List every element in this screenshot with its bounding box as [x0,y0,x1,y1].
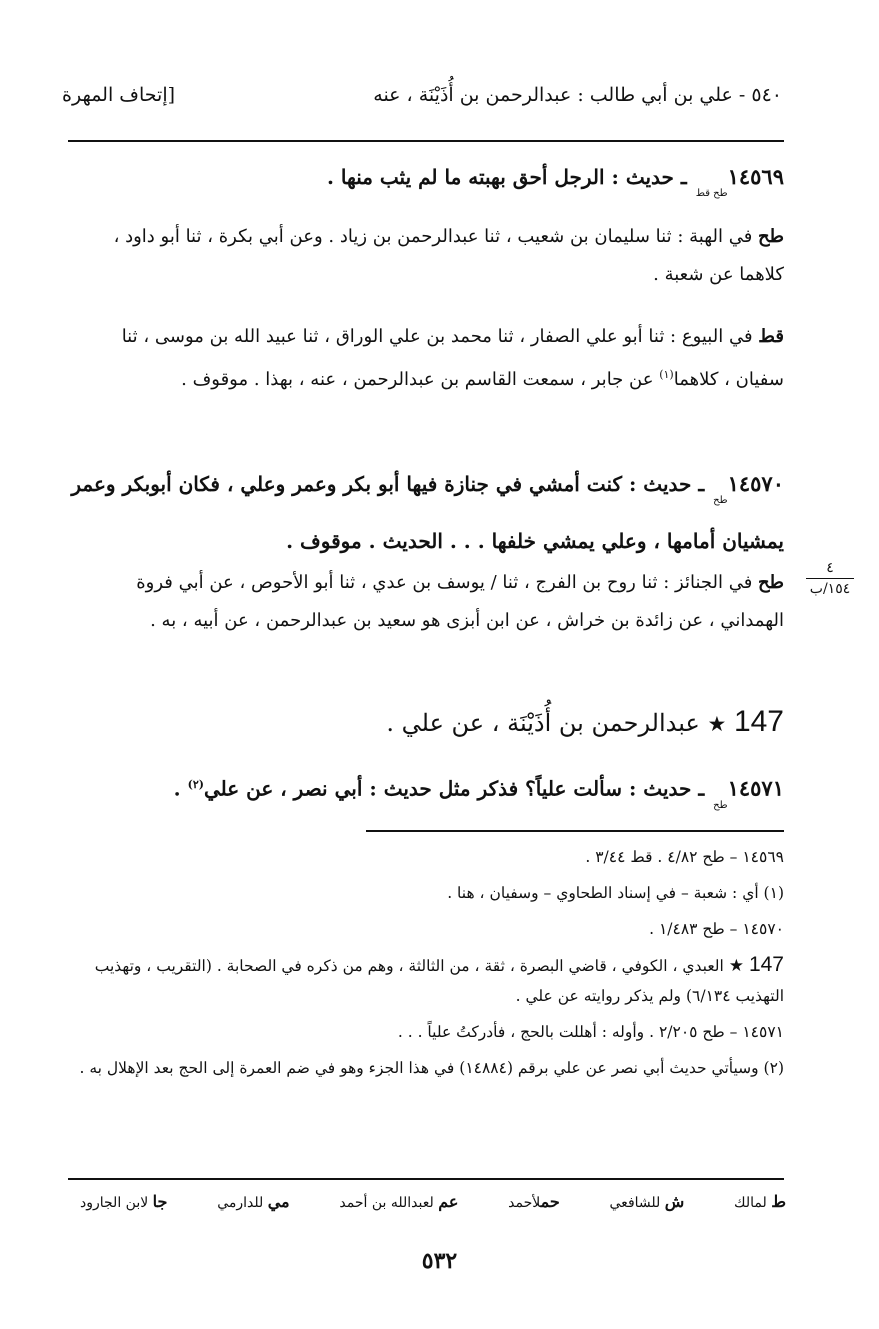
source-tag: قط [758,326,784,347]
footnote-2: (٢) وسيأتي حديث أبي نصر عن علي برقم (١٤٨٨٤) في هذا الجزء وهو في ضم العمرة إلى الحج بعد الإهلال به . [79,1059,784,1077]
page-number: ٥٣٢ [421,1248,458,1274]
footnote-text: العبدي ، الكوفي ، قاضي البصرة ، ثقة ، من الثالثة ، وهم من ذكره في الصحابة . (التقريب ، وتهذيب التهذيب ٦/١٣٤) ولم يذكر روايته عن علي . [94,957,784,1005]
header-book-title: [إتحاف المهرة [62,84,176,106]
hadith-text: ـ حديث : سألت علياً؟ فذكر مثل حديث : أبي نصر ، عن علي [203,776,705,801]
chain-text: في الجنائز : ثنا روح بن الفرج ، ثنا / يوسف بن عدي ، ثنا أبو الأحوص ، عن أبي فروة الهمداني ، عن زائدة بن خراش ، عن ابن أبزى هو سعيد بن عبدالرحمن ، عن أبيه ، به . [136,572,784,631]
chain-tah-14569 [68,218,784,294]
chain-tah-14570 [68,564,784,640]
source-tag: طح [758,226,784,247]
legend-item: ط لمالك [734,1192,786,1211]
footnote-1: (١) أي : شعبة – في إسناد الطحاوي – وسفيان ، هنا . [447,884,784,902]
folio-bottom: ١٥٤/ب [809,581,851,597]
section-heading-147 [68,700,784,746]
hadith-number: ١٤٥٧١ [727,775,784,801]
star-icon: ★ [728,956,745,976]
running-header [62,84,782,120]
header-rule [68,140,784,142]
header-chapter-title: ٥٤٠ - علي بن أبي طالب : عبدالرحمن بن أُذَيْنَة ، عنه [373,84,782,106]
legend-item: جا لابن الجارود [80,1192,168,1211]
footnote-ref: (٢) [187,778,204,791]
hadith-14569 [68,158,784,213]
legend-item: حملأحمد [508,1192,560,1211]
legend-item: مي للدارمي [217,1192,290,1211]
legend-item: عم لعبدالله بن أحمد [339,1192,459,1211]
hadith-text: ـ حديث : كنت أمشي في جنازة فيها أبو بكر وعمر وعلي ، فكان أبوبكر وعمر يمشيان أمامها ، وعلي يمشي خلفها . . . الحديث . موقوف . [71,472,784,553]
section-title: عبدالرحمن بن أُذَيْنَة ، عن علي . [386,709,700,737]
hadith-number: ١٤٥٦٩ [727,164,784,189]
star-icon: ★ [707,712,727,736]
hadith-end: . [173,776,188,801]
footnotes [74,842,784,1089]
chain-text-continued: عن جابر ، سمعت القاسم بن عبدالرحمن ، عنه ، بهذا . موقوف . [181,369,660,390]
legend-item: ش للشافعي [609,1192,685,1211]
footnote-ref: (١) [659,368,674,381]
folio-bar [806,578,854,579]
chain-text: في البيوع : ثنا أبو علي الصفار ، ثنا محمد بن علي الوراق ، ثنا عبيد الله بن موسى ، ثنا سفيان ، كلاهما [121,326,784,390]
footnote-147 [74,950,784,1011]
hadith-text: ـ حديث : الرجل أحق بهبته ما لم يثب منها . [326,165,687,189]
folio-top: ٤ [826,560,834,576]
footnote-separator [366,830,784,832]
footnote-14569: ١٤٥٦٩ – طح ٤/٨٢ . قط ٣/٤٤ . [585,848,784,866]
manuscript-folio-note [806,560,854,597]
chain-qut-14569 [68,318,784,399]
hadith-14571 [68,766,784,825]
section-number: 147 [733,705,784,738]
footnote-14571: ١٤٥٧١ – طح ٢/٢٠٥ . وأوله : أهللت بالحج ، فأدركتُ علياً . . . [397,1023,784,1041]
hadith-sigla: طح [713,799,728,811]
source-tag: طح [758,572,784,593]
footnote-14570: ١٤٥٧٠ – طح ١/٤٨٣ . [649,920,784,938]
hadith-sigla: طح قط [695,188,728,199]
legend-rule [68,1178,784,1180]
footnote-number: 147 [748,953,784,976]
hadith-14570 [68,464,784,561]
hadith-sigla: طح [713,495,728,506]
abbreviation-legend [80,1192,786,1211]
hadith-number: ١٤٥٧٠ [727,471,784,496]
chain-text: في الهبة : ثنا سليمان بن شعيب ، ثنا عبدالرحمن بن زياد . وعن أبي بكرة ، ثنا أبو داود ، كلاهما عن شعبة . [113,226,784,285]
